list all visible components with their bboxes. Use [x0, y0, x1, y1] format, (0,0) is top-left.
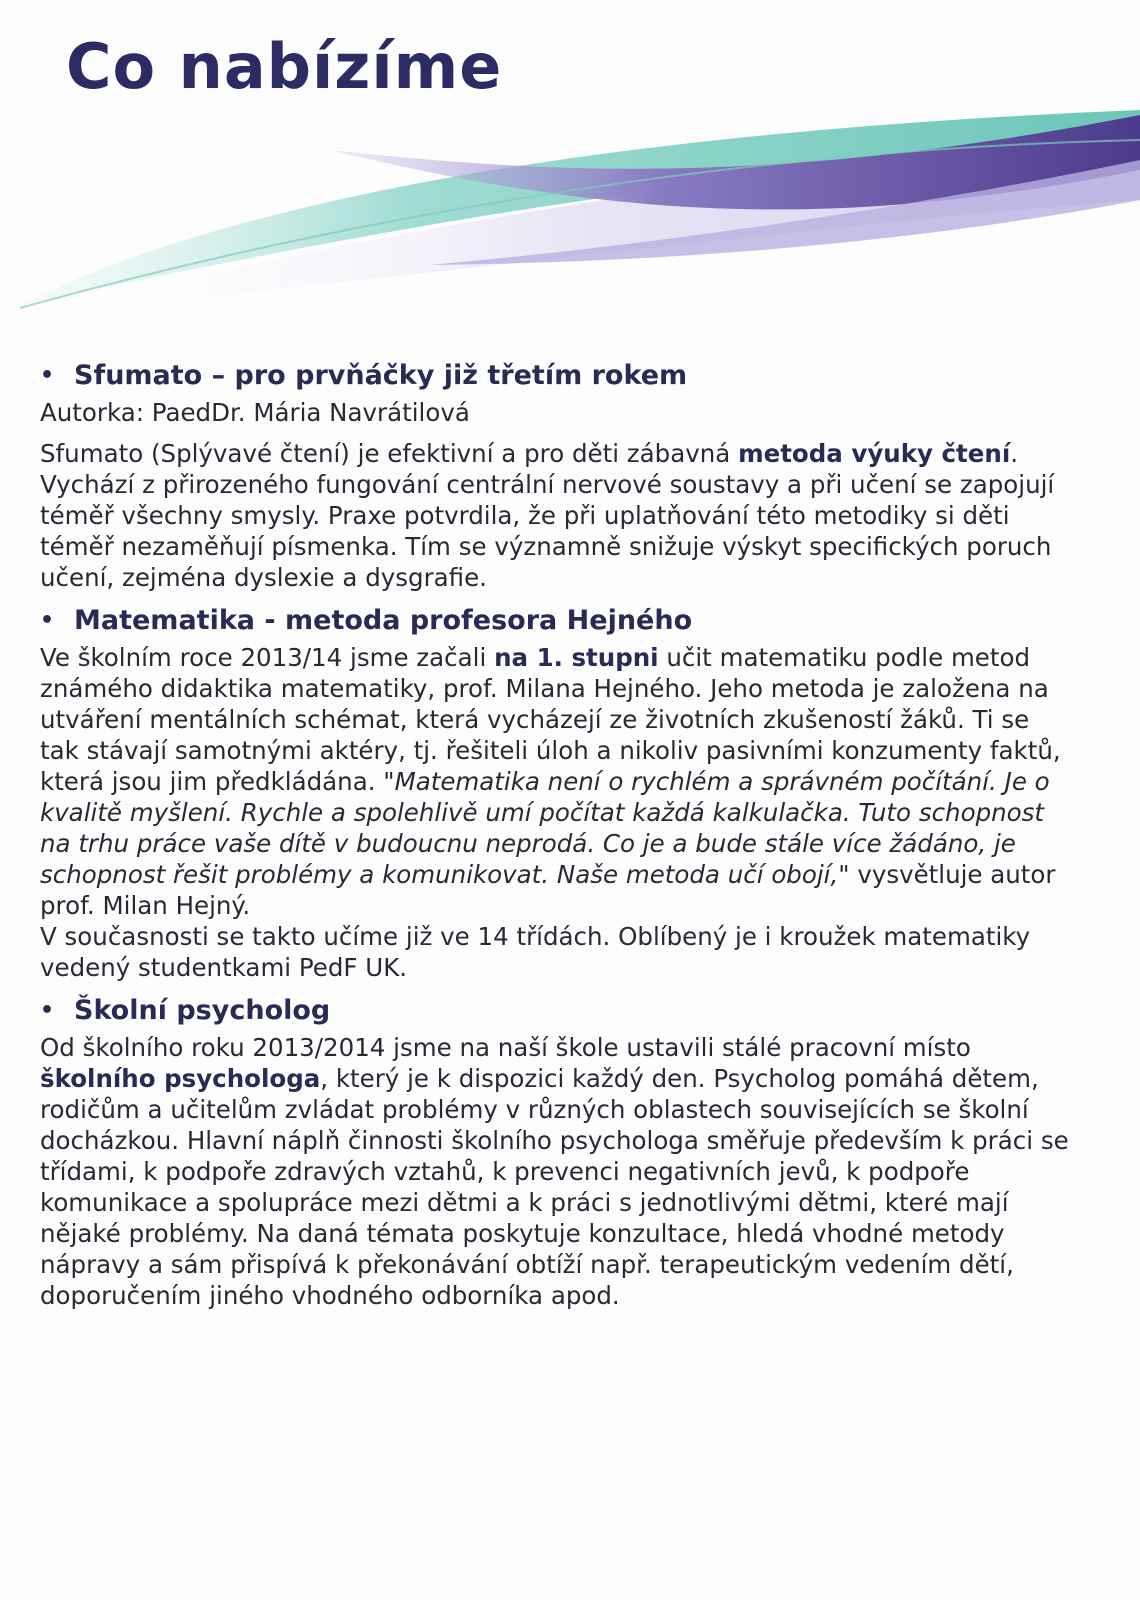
paragraph-text: učit matematiku podle metod známého didaktika matematiky, prof. Milana Hejného. Jeho metoda je založena na utváření mentálních schémat, která vycházejí ze životních zkušeností žáků. Ti se tak stávají samotnými aktéry, tj. řešiteli úloh a nikoliv pasivními konzumenty faktů, která jsou jim předkládána.	[40, 643, 1061, 796]
bullet-icon: •	[40, 998, 55, 1023]
paragraph-text: , který je k dispozici každý den. Psycholog pomáhá dětem, rodičům a učitelům zvládat problémy v různých oblastech souvisejících se školní docházkou. Hlavní náplň činnosti školního psychologa směřuje především k práci se třídami, k podpoře zdravých vztahů, k prevenci negativních jevů, k podpoře komunikace a spolupráce mezi dětmi a k práci s jednotlivými dětmi, které mají nějaké problémy. Na daná témata poskytuje konzultace, hledá vhodné metody nápravy a sám přispívá k překonávání obtíží např. terapeutickým vedením dětí, doporučením jiného vhodného odborníka apod.	[40, 1064, 1069, 1310]
paragraph-text: Od školního roku 2013/2014 jsme na naší škole ustavili stálé pracovní místo	[40, 1033, 971, 1062]
paragraph-text: vysvětluje autor prof. Milan Hejný.	[40, 860, 1056, 920]
section-paragraph: V současnosti se takto učíme již ve 14 třídách. Oblíbený je i kroužek matematiky vedený studentkami PedF UK.	[40, 922, 1031, 982]
bullet-icon: •	[40, 608, 55, 633]
section-heading-text: Školní psycholog	[74, 995, 331, 1026]
decorative-swoosh	[0, 80, 1140, 340]
paragraph-text: Ve školním roce 2013/14 jsme začali	[40, 643, 495, 672]
bullet-icon: •	[40, 363, 55, 388]
section-heading	[40, 360, 1070, 391]
author-line: Autorka: PaedDr. Mária Navrátilová	[40, 398, 470, 427]
section-matematika	[40, 605, 1070, 983]
paragraph-text: Sfumato (Splývavé čtení) je efektivní a pro děti zábavná	[40, 439, 739, 468]
section-psycholog	[40, 995, 1070, 1311]
paragraph-text: . Vychází z přirozeného fungování centrální nervové soustavy a při učení se zapojují téměř všechny smysly. Praxe potvrdila, že při uplatňování této metodiky si děti téměř nezaměňují písmenka. Tím se významně snižuje výskyt specifických poruch učení, zejména dyslexie a dysgrafie.	[40, 439, 1055, 592]
bold-phrase: školního psychologa	[40, 1064, 321, 1093]
section-paragraph	[40, 642, 1070, 921]
bold-phrase: na 1. stupni	[494, 643, 659, 672]
section-heading-text: Matematika - metoda profesora Hejného	[74, 605, 693, 636]
section-paragraph	[40, 438, 1070, 593]
quote-text: "Matematika není o rychlém a správném počítání. Je o kvalitě myšlení. Rychle a spolehlivě umí počítat každá kalkulačka. Tuto schopnost na trhu práce vaše dítě v budoucnu neprodá. Co je a bude stále více žádáno, je schopnost řešit problémy a komunikovat. Naše metoda učí obojí,"	[40, 767, 1050, 889]
content-area	[40, 360, 1070, 1311]
section-sfumato	[40, 360, 1070, 593]
section-heading	[40, 995, 1070, 1026]
section-heading	[40, 605, 1070, 636]
bold-phrase: metoda výuky čtení	[738, 439, 1011, 468]
section-paragraph	[40, 1032, 1070, 1311]
section-heading-text: Sfumato – pro prvňáčky již třetím rokem	[74, 360, 688, 391]
page-title: Co nabízíme	[66, 30, 503, 103]
